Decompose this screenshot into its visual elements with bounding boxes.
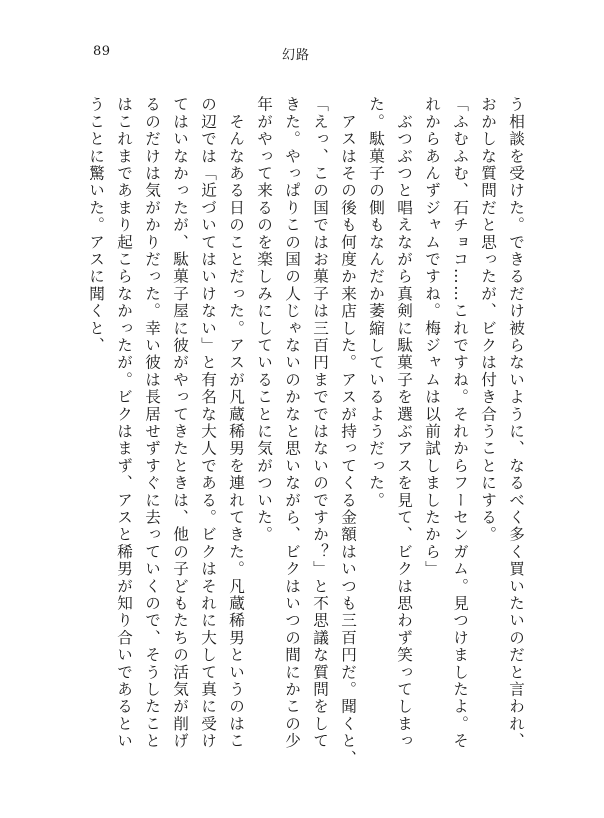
text-line: るのだけは気がかりだった。幸い彼は長居せずすぐに去っていくので、そうしたこと bbox=[143, 96, 161, 750]
page-number: 89 bbox=[93, 44, 111, 59]
text-line: おかしな質問だと思ったが、ビクは付き合うことにする。 bbox=[479, 96, 497, 544]
running-title: 幻路 bbox=[282, 48, 311, 63]
text-line: そんなある日のことだった。アスが凡蔵稀男を連れてきた。凡蔵稀男というのはこ bbox=[227, 96, 245, 750]
text-line: きた。やっぱりこの国の人じゃないのかなと思いながら、ビクはいつの間にかこの少 bbox=[283, 96, 301, 750]
text-line: れからあんずジャムですね。梅ジャムは以前試しましたから」 bbox=[423, 96, 441, 578]
text-line: アスはその後も何度か来店した。アスが持ってくる金額はいつも三百円だ。聞くと、 bbox=[339, 96, 357, 767]
body-text bbox=[87, 96, 525, 767]
text-line: た。駄菓子の側もなんだか萎縮しているようだった。 bbox=[367, 96, 385, 509]
text-line: う相談を受けた。できるだけ被らないように、なるべく多く買いたいのだと言われ、 bbox=[507, 96, 525, 750]
text-line: 「ふむふむ、石チョコ……これですね。それからフーセンガム。見つけましたよ。そ bbox=[451, 96, 469, 750]
text-line: てはいなかったが、駄菓子屋に彼がやってきたときは、他の子どもたちの活気が削げ bbox=[171, 96, 189, 750]
text-line: の辺では「近づいてはいけない」と有名な大人である。ビクはそれに大して真に受け bbox=[199, 96, 217, 750]
text-line: 年がやって来るのを楽しみにしていることに気がついた。 bbox=[255, 96, 273, 544]
text-line: 「えっ、この国ではお菓子は三百円までではないのですか？」と不思議な質問をして bbox=[311, 96, 329, 750]
text-line: ぶつぶつと唱えながら真剣に駄菓子を選ぶアスを見て、ビクは思わず笑ってしまっ bbox=[395, 96, 413, 750]
text-line: はこれまであまり起こらなかったが。ビクはまず、アスと稀男が知り合いであるとい bbox=[115, 96, 133, 750]
text-line: うことに驚いた。アスに聞くと、 bbox=[87, 96, 105, 354]
